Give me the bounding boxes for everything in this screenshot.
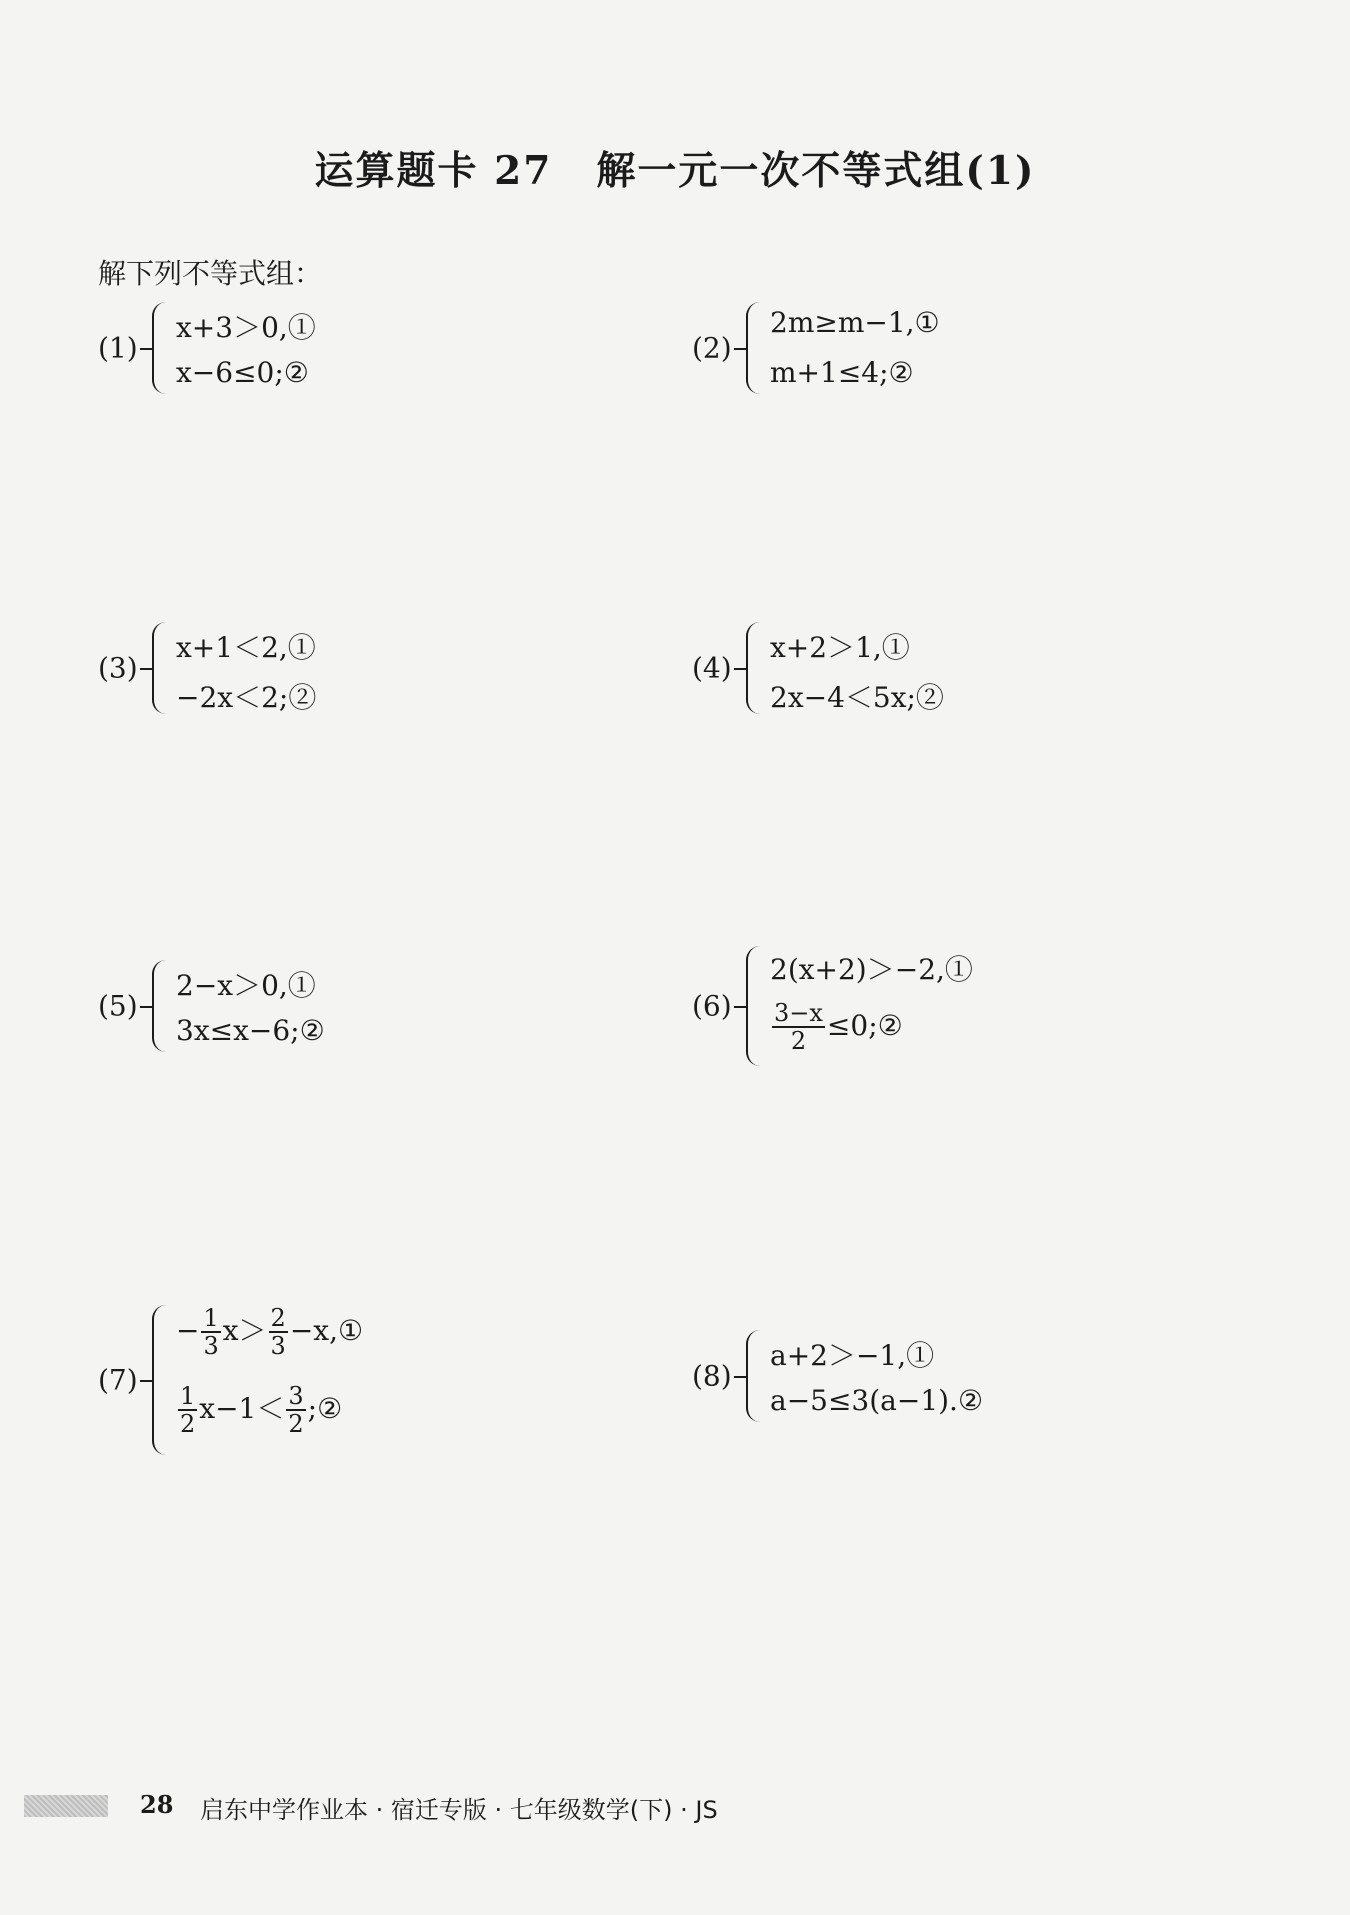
left-brace [746,622,762,714]
inequality-1: − $\frac{1}{3}$ x＞ $\frac{2}{3}$ −x,① [176,1304,364,1361]
fraction: $\frac{2}{3}$ [270,1304,286,1361]
problem-label: (1) [98,331,138,365]
left-brace [152,302,168,394]
inequality-2: 3x≤x−6;② [176,1014,325,1047]
page-number: 28 [140,1790,174,1819]
inequality-1: x+1＜2,① [176,631,316,664]
problem-label: (4) [692,651,732,685]
fraction: $\frac{1}{2}$ [180,1382,196,1439]
inequality-2: x−6≤0;② [176,356,309,389]
inequality-2: $\frac{1}{2}$ x−1＜ $\frac{3}{2}$ ;② [180,1382,343,1439]
problem-label: (5) [98,989,138,1023]
inequality-1: 2−x＞0,① [176,969,316,1002]
problem-label: (6) [692,989,732,1023]
problem-label: (8) [692,1359,732,1393]
title-topic: 解一元一次不等式组(1) [596,148,1036,194]
problem-2 [692,302,1112,394]
problem-7 [98,1305,558,1455]
footer-book-title: 启东中学作业本 · 宿迁专版 · 七年级数学(下) · JS [200,1796,718,1824]
inequality-2: m+1≤4;② [770,356,914,389]
left-brace [152,1305,168,1455]
problem-5 [98,960,518,1052]
fraction: $\frac{3-x}{2}$ [774,999,823,1056]
inequality-1: a+2＞−1,① [770,1339,935,1372]
problem-4 [692,622,1112,714]
inequality-1: x+2＞1,① [770,631,910,664]
inequality-1: x+3＞0,① [176,311,316,344]
problem-label: (7) [98,1363,138,1397]
title-card-number: 运算题卡 27 [314,148,553,194]
instruction: 解下列不等式组： [98,257,323,290]
problem-label: (2) [692,331,732,365]
inequality-1: 2m≥m−1,① [770,306,940,339]
footer-decoration-bar [24,1795,108,1817]
inequality-2: $\frac{3-x}{2}$ ≤0;② [774,999,903,1056]
inequality-2: a−5≤3(a−1).② [770,1384,984,1417]
problem-6 [692,946,1112,1066]
left-brace [746,946,762,1066]
inequality-1: 2(x+2)＞−2,① [770,953,973,986]
problem-3 [98,622,518,714]
left-brace [746,302,762,394]
left-brace [152,622,168,714]
inequality-2: −2x＜2;② [176,681,317,714]
problem-1 [98,302,518,394]
page-title [0,140,1350,196]
left-brace [746,1330,762,1422]
left-brace [152,960,168,1052]
inequality-2: 2x−4＜5x;② [770,681,944,714]
problem-8 [692,1330,1152,1422]
problem-label: (3) [98,651,138,685]
fraction: $\frac{3}{2}$ [288,1382,304,1439]
fraction: $\frac{1}{3}$ [203,1304,219,1361]
